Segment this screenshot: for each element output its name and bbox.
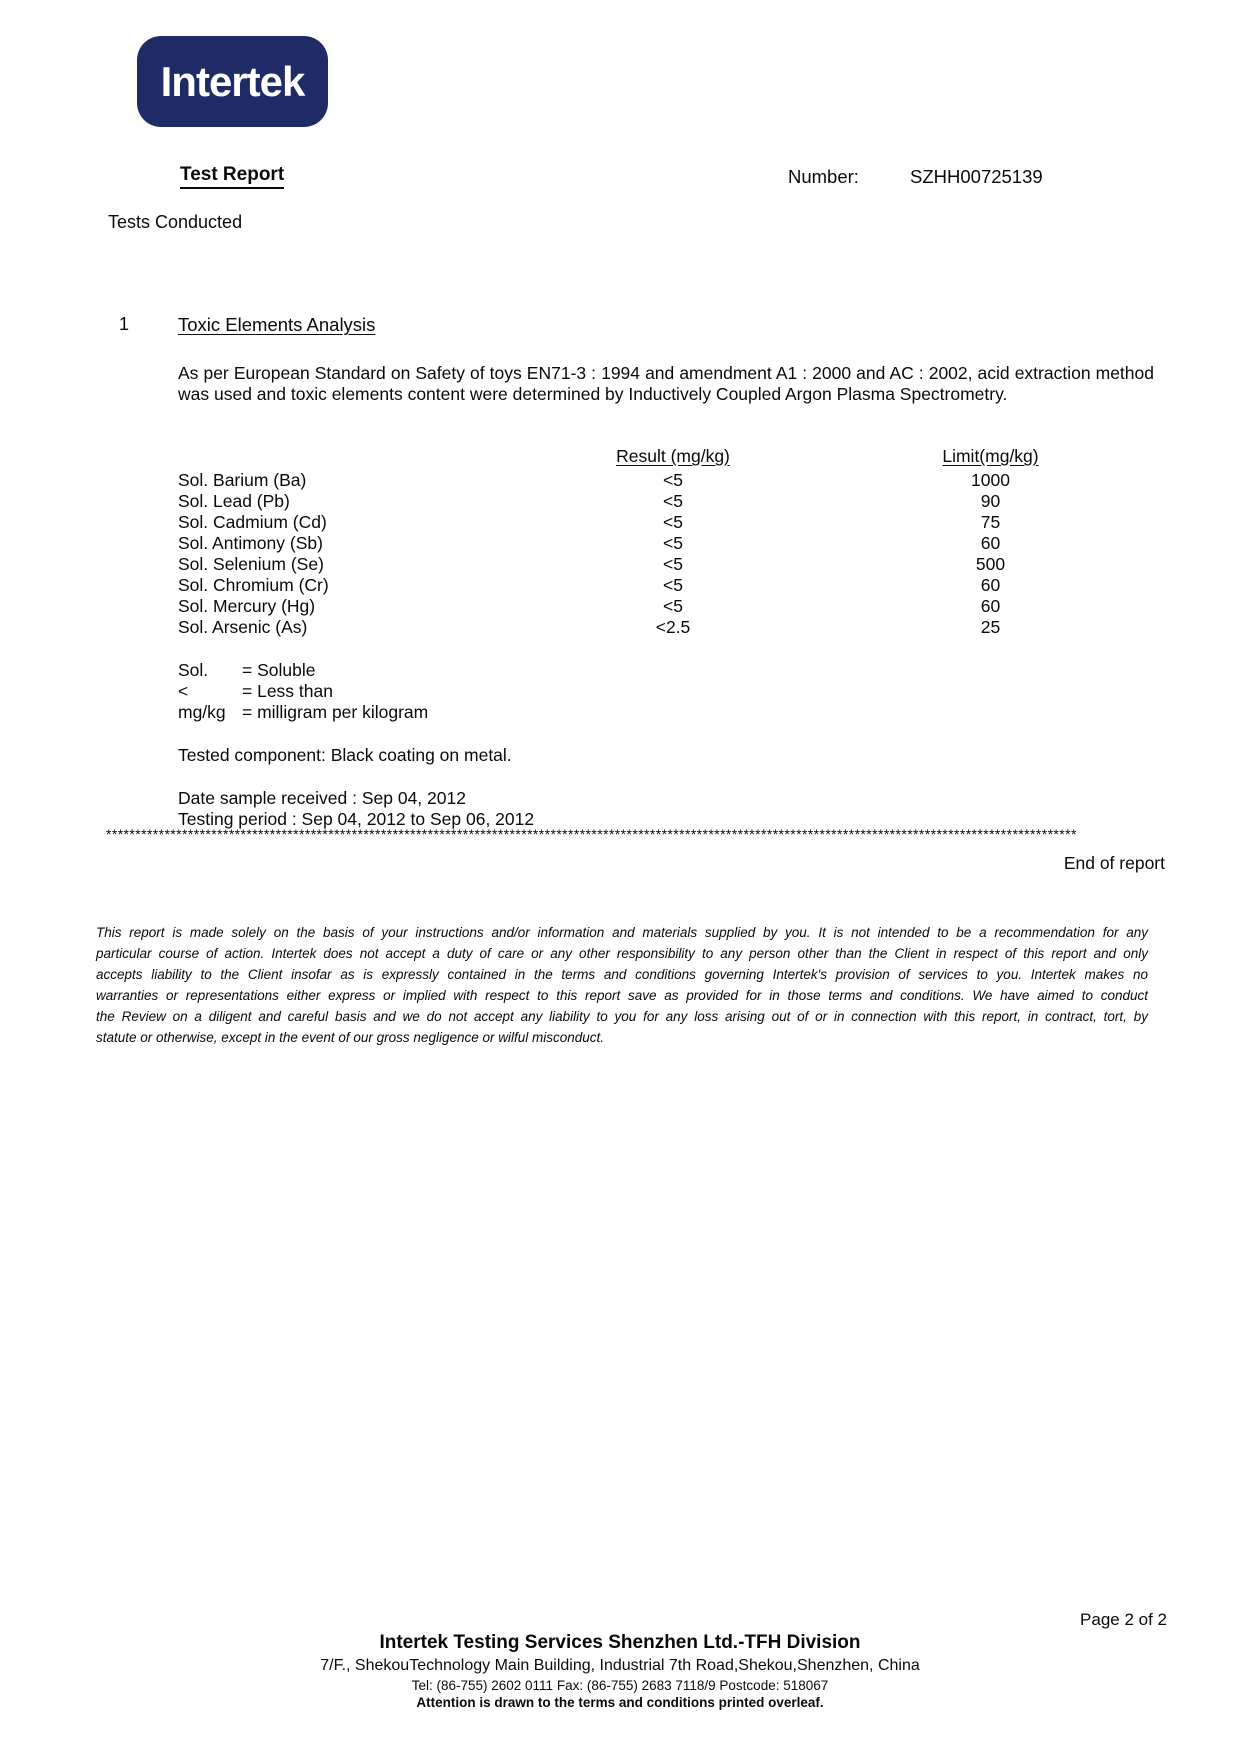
abbreviation-legend (178, 660, 428, 723)
page-indicator: Page 2 of 2 (1080, 1610, 1167, 1629)
result-value: <5 (663, 470, 683, 490)
tested-component-note: Tested component: Black coating on metal. (178, 745, 512, 765)
result-column-header: Result (mg/kg) (616, 446, 730, 466)
legend-item (178, 681, 428, 702)
footer-attention-note: Attention is drawn to the terms and conditions printed overleaf. (416, 1695, 824, 1710)
limit-value: 60 (980, 533, 1001, 553)
limit-value: 25 (980, 617, 1001, 637)
intertek-logo-text: Intertek (160, 57, 305, 105)
report-title: Test Report (180, 164, 284, 189)
table-row (178, 596, 1163, 617)
asterisk-separator: ********************************************************************************************************************************************************************** (106, 826, 1077, 842)
element-name: Sol. Cadmium (Cd) (178, 512, 327, 532)
footer (0, 1632, 1240, 1711)
result-value: <5 (663, 533, 683, 553)
date-sample-received: Date sample received : Sep 04, 2012 (178, 788, 466, 808)
tests-conducted-label: Tests Conducted (108, 212, 243, 232)
element-name: Sol. Lead (Pb) (178, 491, 290, 511)
legend-term: Sol. (178, 660, 209, 680)
table-row (178, 554, 1163, 575)
report-number-label: Number: (788, 166, 859, 187)
result-value: <5 (663, 575, 683, 595)
limit-value: 75 (980, 512, 1001, 532)
legend-term: < (178, 681, 189, 701)
results-table (178, 446, 1163, 638)
element-name: Sol. Antimony (Sb) (178, 533, 323, 553)
table-row (178, 617, 1163, 638)
intertek-logo (137, 36, 328, 127)
legend-definition: = Less than (242, 681, 333, 701)
legend-item (178, 660, 428, 681)
limit-value: 500 (975, 554, 1006, 574)
limit-value: 60 (980, 575, 1001, 595)
legend-term: mg/kg (178, 702, 226, 722)
testing-period: Testing period : Sep 04, 2012 to Sep 06, 2012 (178, 809, 535, 829)
disclaimer-line: This report is made solely on the basis of your instructions and/or information and materials supplied by you. It is not intended to be a recommendation for any (96, 925, 1148, 940)
footer-contact-info: Tel: (86-755) 2602 0111 Fax: (86-755) 2683 7118/9 Postcode: 518067 (411, 1678, 829, 1693)
element-name: Sol. Mercury (Hg) (178, 596, 316, 616)
limit-value: 60 (980, 596, 1001, 616)
result-value: <5 (663, 554, 683, 574)
limit-value: 1000 (971, 470, 1010, 490)
result-value: <5 (663, 596, 683, 616)
table-row (178, 533, 1163, 554)
end-of-report-label: End of report (1063, 853, 1165, 873)
element-name: Sol. Chromium (Cr) (178, 575, 329, 595)
table-row (178, 575, 1163, 596)
element-name: Sol. Barium (Ba) (178, 470, 307, 490)
section-description: As per European Standard on Safety of toys EN71-3 : 1994 and amendment A1 : 2000 and AC : 2002, acid extraction method was used and toxic elements content were determined by Inductively Coupled Argon Plasma Spectrometry. (178, 363, 1154, 404)
legend-definition: = milligram per kilogram (242, 702, 429, 722)
disclaimer-line: warranties or representations either express or implied with respect to this report save as provided for in those terms and conditions. We have aimed to conduct (96, 988, 1148, 1003)
limit-column-header: Limit(mg/kg) (942, 446, 1039, 466)
element-column-spacer (178, 446, 528, 467)
results-table-header (178, 446, 1163, 467)
disclaimer-line: the Review on a diligent and careful basis and we do not accept any liability to you for any loss arising out of or in connection with this report, in contract, tort, by (96, 1009, 1148, 1024)
footer-address: 7/F., ShekouTechnology Main Building, Industrial 7th Road,Shekou,Shenzhen, China (320, 1657, 920, 1674)
legend-definition: = Soluble (242, 660, 316, 680)
element-name: Sol. Selenium (Se) (178, 554, 324, 574)
table-row (178, 470, 1163, 491)
test-dates (178, 788, 534, 830)
report-number-value: SZHH00725139 (910, 166, 1043, 187)
footer-company-name: Intertek Testing Services Shenzhen Ltd.-TFH Division (379, 1632, 861, 1653)
disclaimer (96, 922, 1148, 1048)
disclaimer-line: statute or otherwise, except in the event of our gross negligence or wilful misconduct. (96, 1030, 605, 1045)
section-number: 1 (119, 314, 130, 334)
result-value: <5 (663, 512, 683, 532)
limit-value: 90 (980, 491, 1001, 511)
element-name: Sol. Arsenic (As) (178, 617, 308, 637)
result-value: <5 (663, 491, 683, 511)
table-row (178, 491, 1163, 512)
disclaimer-line: accepts liability to the Client insofar as is expressly contained in the terms and conditions governing Intertek's provision of services to you. Intertek makes no (96, 967, 1148, 982)
table-row (178, 512, 1163, 533)
legend-item (178, 702, 428, 723)
section-title: Toxic Elements Analysis (178, 314, 376, 335)
result-value: <2.5 (655, 617, 691, 637)
disclaimer-line: particular course of action. Intertek does not accept a duty of care or any other responsibility to any person other than the Client in respect of this report and only (96, 946, 1148, 961)
